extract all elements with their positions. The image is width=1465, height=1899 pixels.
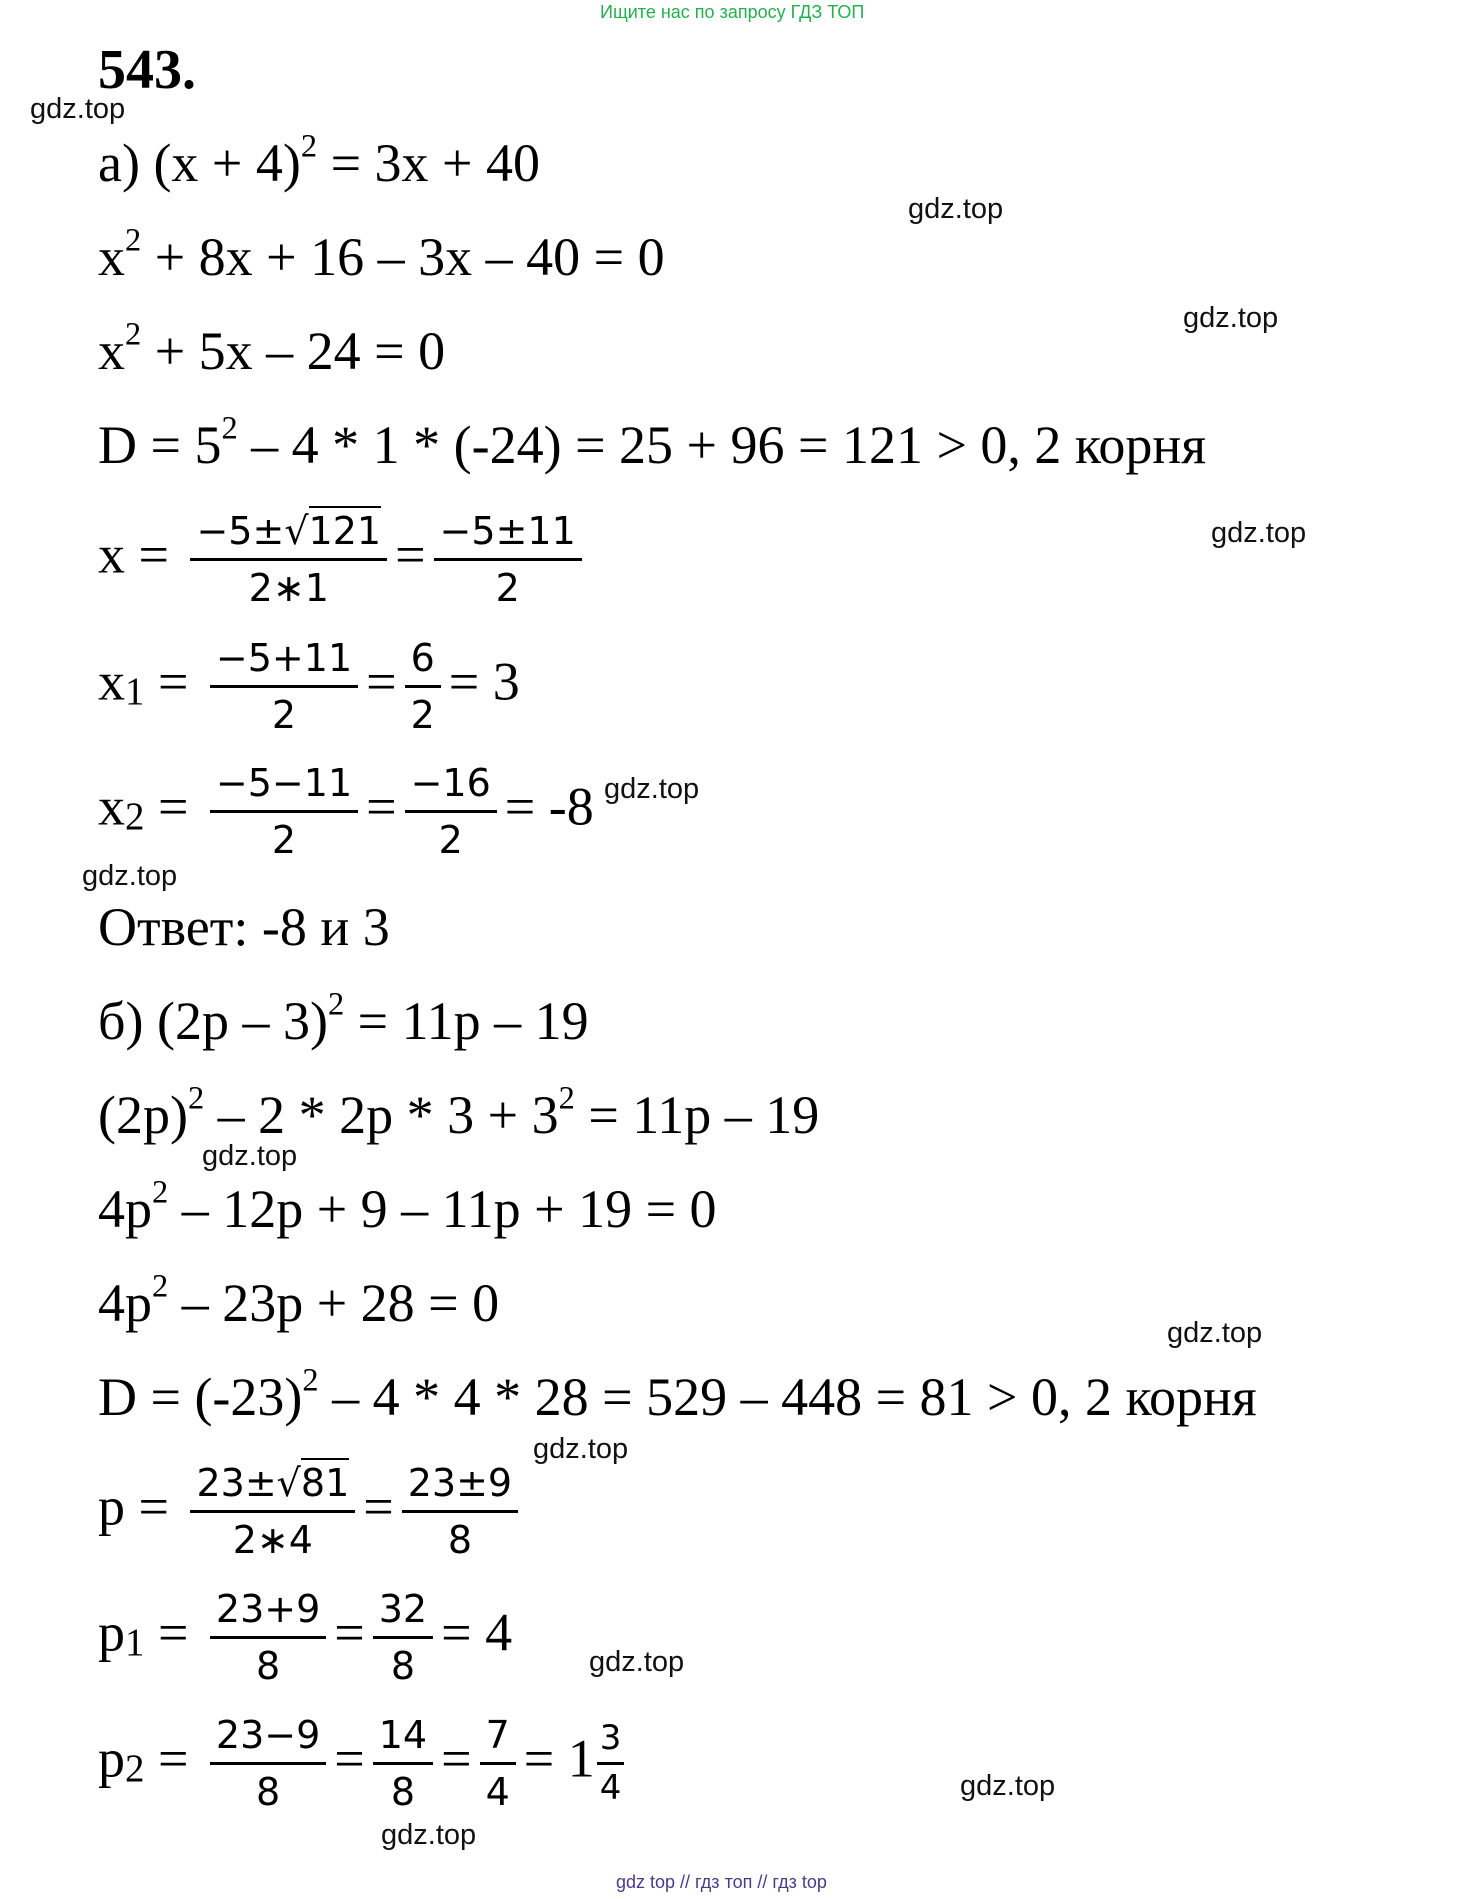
watermark: gdz.top [589,1646,685,1678]
fraction: $\frac{23+9}{8}$ [210,1586,326,1690]
part-b-discriminant: $D = (-23)^2 - 4 * 4 * 28 = 529 - 448 = 81 > 0$, 2 корня [98,1362,1257,1427]
fraction: $\frac{-5+11}{2}$ [210,635,358,739]
fraction: $\frac{23-9}{8}$ [210,1712,326,1816]
fraction: $\frac{-16}{2}$ [405,760,497,864]
top-note: Ищите нас по запросу ГДЗ ТОП [600,2,865,22]
watermark: gdz.top [1183,302,1279,334]
part-b-step3: $4p^2 - 23p + 28 = 0$ [98,1268,500,1333]
watermark: gdz.top [30,93,126,125]
part-b-p2: p2 = $\frac{23-9}{8}$ = $\frac{14}{8}$ = $\frac{7}{4}$ = 1 $\frac{3}{4}$ [98,1712,624,1816]
fraction: $\frac{7}{4}$ [480,1712,516,1816]
fraction: $\frac{23\pm√81}{2∗4}$ [190,1460,355,1564]
fraction: $\frac{-5\pm√121}{2∗1}$ [190,508,387,612]
part-a-roots-formula: x = $\frac{-5\pm√121}{2∗1}$ = $\frac{-5\pm 11}{2}$ [98,508,590,612]
part-a-step1: $x^2 + 8x + 16 - 3x - 40 = 0$ [98,222,665,287]
fraction: $\frac{-5\pm 11}{2}$ [434,508,582,612]
watermark: gdz.top [82,860,178,892]
mixed-fraction: $\frac{3}{4}$ [597,1718,625,1810]
watermark: gdz.top [381,1819,477,1851]
watermark: gdz.top [202,1140,298,1172]
watermark: gdz.top [1211,517,1307,549]
part-a-answer: Ответ: -8 и 3 [98,897,390,957]
part-a-step2: $x^2 + 5x - 24 = 0$ [98,316,446,381]
fraction: $\frac{14}{8}$ [373,1712,433,1816]
fraction: $\frac{32}{8}$ [373,1586,433,1690]
watermark: gdz.top [908,193,1004,225]
part-b-step1: $(2p)^2 - 2 * 2p * 3 + 3^2 = 11p - 19$ [98,1080,820,1145]
watermark: gdz.top [1167,1317,1263,1349]
part-b-p1: p1 = $\frac{23+9}{8}$ = $\frac{32}{8}$ = 4 [98,1587,513,1689]
watermark: gdz.top [604,773,700,805]
part-a-equation: а) $(x + 4)^2 = 3x + 40$ [98,128,540,193]
part-b-step2: $4p^2 - 12p + 9 - 11p + 19 = 0$ [98,1174,717,1239]
watermark: gdz.top [533,1433,629,1465]
part-b-roots-formula: p = $\frac{23\pm√81}{2∗4}$ = $\frac{23\pm 9}{8}$ [98,1460,526,1564]
part-a-x1: x1 = $\frac{-5+11}{2}$ = $\frac{6}{2}$ = 3 [98,636,520,738]
fraction: $\frac{6}{2}$ [405,635,441,739]
part-a-discriminant: $D = 5^2 - 4 * 1 * (-24) = 25 + 96 = 121 > 0$, 2 корня [98,410,1207,475]
watermark: gdz.top [960,1770,1056,1802]
part-a-x2: x2 = $\frac{-5-11}{2}$ = $\frac{-16}{2}$ = -8 [98,761,594,863]
footer: gdz top // гдз топ // гдз top [616,1872,827,1892]
part-b-equation: б) (2p – 3)$^2$ = 11p – 19 [98,986,589,1051]
problem-number: 543. [98,39,196,101]
fraction: $\frac{23\pm 9}{8}$ [402,1460,518,1564]
fraction: $\frac{-5-11}{2}$ [210,760,358,864]
